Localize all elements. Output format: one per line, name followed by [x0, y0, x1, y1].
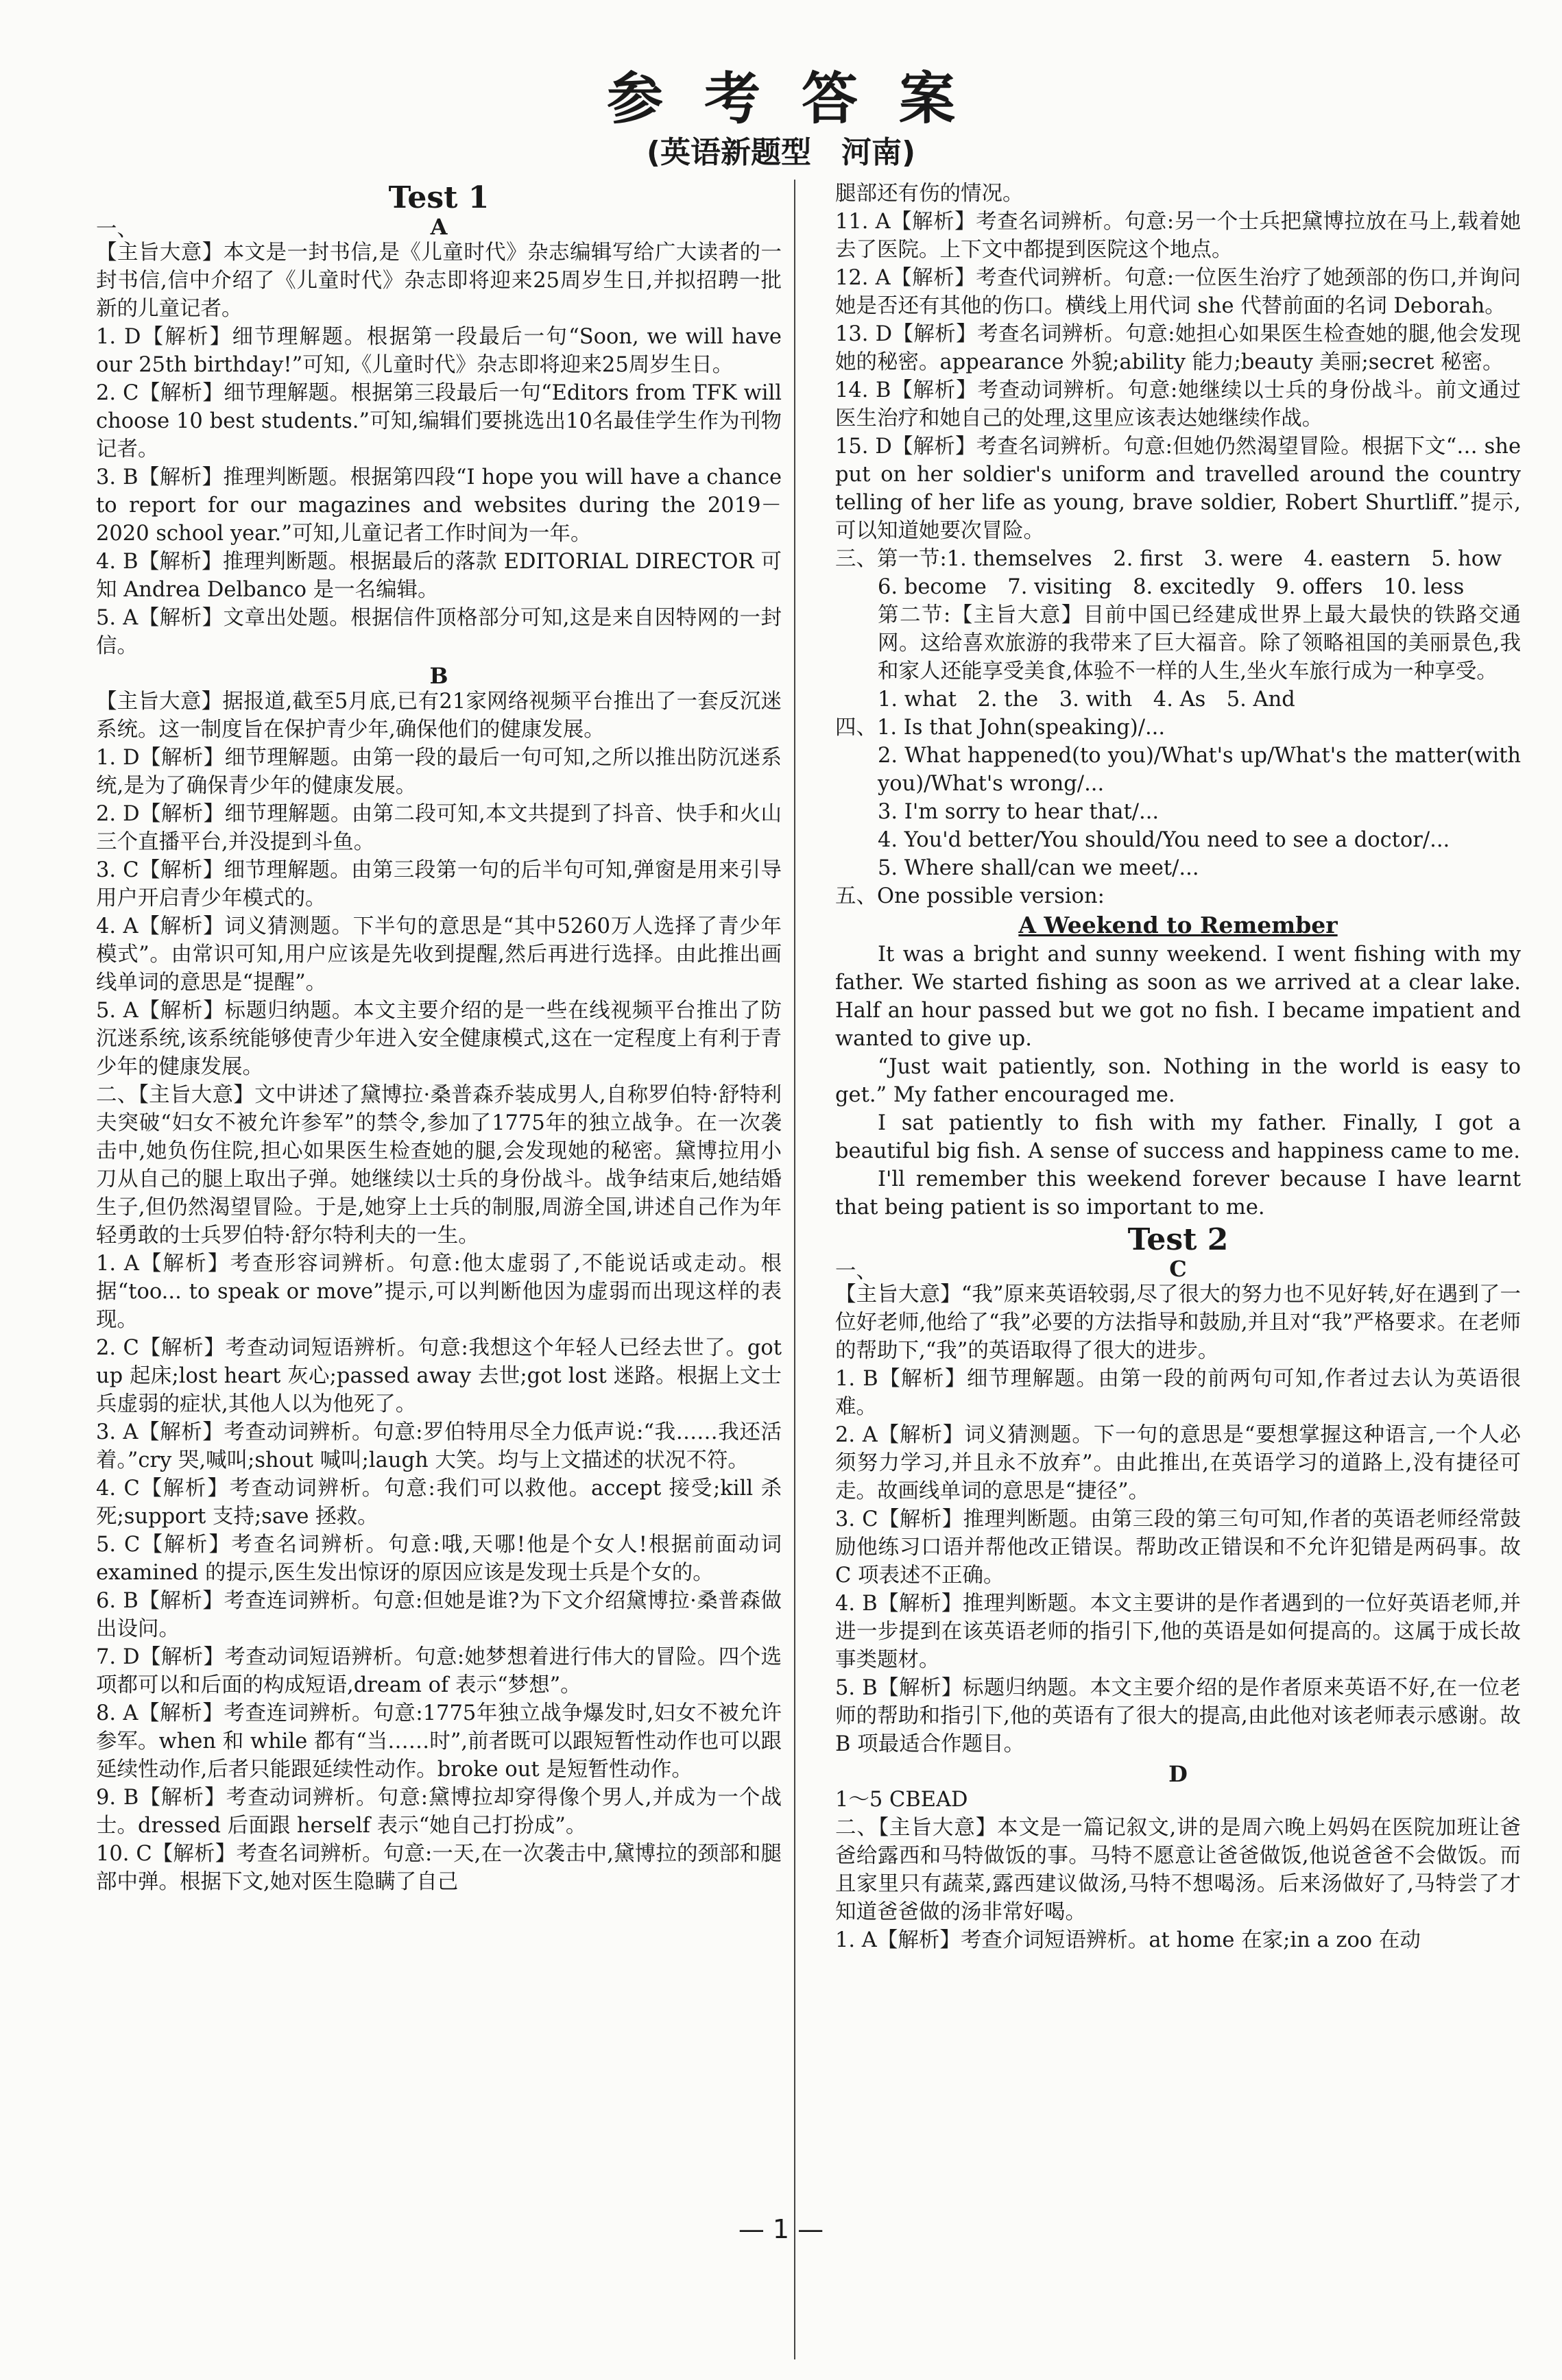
- answer-line: 6. become 7. visiting 8. excitedly 9. offers 10. less: [878, 575, 1465, 599]
- answer-line: 【主旨大意】据报道,截至5月底,已有21家网络视频平台推出了一套反沉迷系统。这一制度旨在保护青少年,确保他们的健康发展。: [96, 690, 782, 742]
- test2-heading: Test 2: [1127, 1222, 1229, 1257]
- page-title: 参考答案: [606, 66, 996, 132]
- answer-line: 3. B【解析】推理判断题。根据第四段“I hope you will have a chance to report for our magazines and websites during the 2019－2020 school year.”可知,儿童记者工作时间为一年。: [96, 465, 782, 546]
- test1-heading: Test 1: [388, 180, 490, 215]
- right-column: [835, 180, 1521, 2380]
- answer-line: 1. A【解析】考查介词短语辨析。at home 在家;in a zoo 在动: [835, 1928, 1421, 1952]
- answer-line: 2. D【解析】细节理解题。由第二段可知,本文共提到了抖音、快手和火山三个直播平台,并没提到斗鱼。: [96, 802, 782, 854]
- answer-line: 11. A【解析】考查名词辨析。句意:另一个士兵把黛博拉放在马上,载着她去了医院。上下文中都提到医院这个地点。: [835, 210, 1521, 262]
- answer-line: 8. A【解析】考查连词辨析。句意:1775年独立战争爆发时,妇女不被允许参军。when 和 while 都有“当……时”,前者既可以跟短暂性动作也可以跟延续性动作,后者只能跟延续性动作。broke out 是短暂性动作。: [96, 1701, 782, 1782]
- answer-line: 1. A【解析】考查形容词辨析。句意:他太虚弱了,不能说话或走动。根据“too... to speak or move”提示,可以判断他因为虚弱而出现这样的表现。: [96, 1252, 782, 1332]
- essay-paragraph: I'll remember this weekend forever because I have learnt that being patient is so important to me.: [835, 1167, 1521, 1219]
- answer-line: 4. You'd better/You should/You need to see a doctor/...: [878, 828, 1450, 852]
- answer-line: 4. A【解析】词义猜测题。下半句的意思是“其中5260万人选择了青少年模式”。由常识可知,用户应该是先收到提醒,然后再进行选择。由此推出画线单词的意思是“提醒”。: [96, 914, 782, 995]
- answer-line: 15. D【解析】考查名词辨析。句意:但她仍然渴望冒险。根据下文“… she put on her soldier's uniform and travelled around the country telling of her life as young, brave soldier, Robert Shurtliff.”提示,可以知道她要次冒险。: [835, 435, 1521, 543]
- answer-line: 二、【主旨大意】本文是一篇记叙文,讲的是周六晚上妈妈在医院加班让爸爸给露西和马特做饭的事。马特不愿意让爸爸做饭,他说爸爸不会做饭。而且家里只有蔬菜,露西建议做汤,马特不想喝汤。后来汤做好了,马特尝了才知道爸爸做的汤非常好喝。: [835, 1816, 1521, 1924]
- section-one-marker: 一、: [835, 1259, 877, 1283]
- answer-line: 5. A【解析】文章出处题。根据信件顶格部分可知,这是来自因特网的一封信。: [96, 606, 782, 658]
- answer-line: 1～5 CBEAD: [835, 1788, 968, 1812]
- answer-line: 4. B【解析】推理判断题。本文主要讲的是作者遇到的一位好英语老师,并进一步提到在该英语老师的指引下,他的英语是如何提高的。这属于成长故事类题材。: [835, 1592, 1521, 1672]
- section-one-marker: 一、: [96, 217, 138, 241]
- answer-line: 二、【主旨大意】文中讲述了黛博拉·桑普森乔装成男人,自称罗伯特·舒特利夫突破“妇女不被允许参军”的禁令,参加了1775年的独立战争。在一次袭击中,她负伤住院,担心如果医生检查她的腿,会发现她的秘密。黛博拉用小刀从自己的腿上取出子弹。她继续以士兵的身份战斗。战争结束后,她结婚生子,但仍然渴望冒险。于是,她穿上士兵的制服,周游全国,讲述自己作为年轻勇敢的士兵罗伯特·舒尔特利夫的一生。: [96, 1083, 782, 1248]
- passage-d-label: D: [1168, 1761, 1188, 1787]
- page-subtitle: (英语新题型 河南): [646, 135, 916, 170]
- answer-line: 1. D【解析】细节理解题。根据第一段最后一句“Soon, we will have our 25th birthday!”可知,《儿童时代》杂志即将迎来25周岁生日。: [96, 325, 782, 377]
- page-number: — 1 —: [738, 2214, 824, 2244]
- answer-line: 【主旨大意】本文是一封书信,是《儿童时代》杂志编辑写给广大读者的一封书信,信中介绍了《儿童时代》杂志即将迎来25周岁生日,并拟招聘一批新的儿童记者。: [96, 241, 782, 321]
- answer-line: 1. what 2. the 3. with 4. As 5. And: [878, 688, 1295, 712]
- answer-line: 三、第一节:1. themselves 2. first 3. were 4. eastern 5. how: [835, 547, 1502, 571]
- answer-line: 5. B【解析】标题归纳题。本文主要介绍的是作者原来英语不好,在一位老师的帮助和指引下,他的英语有了很大的提高,由此他对该老师表示感谢。故 B 项最适合作题目。: [835, 1676, 1521, 1756]
- answer-line: 3. C【解析】推理判断题。由第三段的第三句可知,作者的英语老师经常鼓励他练习口语并帮他改正错误。帮助改正错误和不允许犯错是两码事。故 C 项表述不正确。: [835, 1507, 1521, 1588]
- column-divider: [794, 180, 795, 2359]
- answer-line: 5. A【解析】标题归纳题。本文主要介绍的是一些在线视频平台推出了防沉迷系统,该系统能够使青少年进入安全健康模式,这在一定程度上有利于青少年的健康发展。: [96, 999, 782, 1079]
- answer-line: 6. B【解析】考查连词辨析。句意:但她是谁?为下文介绍黛博拉·桑普森做出设问。: [96, 1589, 782, 1641]
- answer-line: 腿部还有伤的情况。: [835, 182, 1024, 206]
- answer-line: 3. C【解析】细节理解题。由第三段第一句的后半句可知,弹窗是用来引导用户开启青少年模式的。: [96, 858, 782, 910]
- answer-line: 四、1. Is that John(speaking)/...: [835, 716, 1166, 740]
- answer-line: 2. C【解析】细节理解题。根据第三段最后一句“Editors from TFK will choose 10 best students.”可知,编辑们要挑选出10名最佳学生作为刊物记者。: [96, 381, 782, 461]
- essay-title: A Weekend to Remember: [1018, 912, 1338, 938]
- answer-line: 1. D【解析】细节理解题。由第一段的最后一句可知,之所以推出防沉迷系统,是为了确保青少年的健康发展。: [96, 746, 782, 798]
- answer-line: 第二节:【主旨大意】目前中国已经建成世界上最大最快的铁路交通网。这给喜欢旅游的我带来了巨大福音。除了领略祖国的美丽景色,我和家人还能享受美食,体验不一样的人生,坐火车旅行成为一种享受。: [878, 603, 1521, 683]
- answer-line: 【主旨大意】“我”原来英语较弱,尽了很大的努力也不见好转,好在遇到了一位好老师,他给了“我”必要的方法指导和鼓励,并且对“我”严格要求。在老师的帮助下,“我”的英语取得了很大的进步。: [835, 1283, 1521, 1363]
- answer-line: 9. B【解析】考查动词辨析。句意:黛博拉却穿得像个男人,并成为一个战士。dressed 后面跟 herself 表示“她自己打扮成”。: [96, 1786, 782, 1838]
- answer-line: 3. I'm sorry to hear that/...: [878, 800, 1160, 824]
- answer-line: 12. A【解析】考查代词辨析。句意:一位医生治疗了她颈部的伤口,并询问她是否还有其他的伤口。横线上用代词 she 代替前面的名词 Deborah。: [835, 266, 1521, 318]
- answer-line: 14. B【解析】考查动词辨析。句意:她继续以士兵的身份战斗。前文通过医生治疗和她自己的处理,这里应该表达她继续作战。: [835, 378, 1521, 430]
- left-column: [96, 180, 782, 2380]
- answer-line: 1. B【解析】细节理解题。由第一段的前两句可知,作者过去认为英语很难。: [835, 1367, 1521, 1419]
- answer-line: 4. B【解析】推理判断题。根据最后的落款 EDITORIAL DIRECTOR 可知 Andrea Delbanco 是一名编辑。: [96, 550, 782, 602]
- answer-line: 5. C【解析】考查名词辨析。句意:哦,天哪!他是个女人!根据前面动词 examined 的提示,医生发出惊讶的原因应该是发现士兵是个女的。: [96, 1533, 782, 1585]
- answer-line: 13. D【解析】考查名词辨析。句意:她担心如果医生检查她的腿,他会发现她的秘密。appearance 外貌;ability 能力;beauty 美丽;secret 秘密。: [835, 322, 1521, 374]
- answer-line: 3. A【解析】考查动词辨析。句意:罗伯特用尽全力低声说:“我……我还活着。”cry 哭,喊叫;shout 喊叫;laugh 大笑。均与上文描述的状况不符。: [96, 1420, 782, 1472]
- answer-line: 5. Where shall/can we meet/...: [878, 856, 1199, 880]
- passage-b-label: B: [429, 663, 448, 689]
- answer-line: 2. A【解析】词义猜测题。下一句的意思是“要想掌握这种语言,一个人必须努力学习,并且永不放弃”。由此推出,在英语学习的道路上,没有捷径可走。故画线单词的意思是“捷径”。: [835, 1423, 1521, 1503]
- answer-line: 4. C【解析】考查动词辨析。句意:我们可以救他。accept 接受;kill 杀死;support 支持;save 拯救。: [96, 1477, 782, 1529]
- essay-paragraph: It was a bright and sunny weekend. I went fishing with my father. We started fishing as soon as we arrived at a clear lake. Half an hour passed but we got no fish. I became impatient and wanted to give up.: [835, 943, 1521, 1051]
- answer-line: 7. D【解析】考查动词短语辨析。句意:她梦想着进行伟大的冒险。四个选项都可以和后面的构成短语,dream of 表示“梦想”。: [96, 1645, 782, 1697]
- essay-paragraph: “Just wait patiently, son. Nothing in the world is easy to get.” My father encouraged me.: [835, 1055, 1521, 1107]
- answer-line: 10. C【解析】考查名词辨析。句意:一天,在一次袭击中,黛博拉的颈部和腿部中弹。根据下文,她对医生隐瞒了自己: [96, 1842, 782, 1894]
- answer-line: 2. C【解析】考查动词短语辨析。句意:我想这个年轻人已经去世了。got up 起床;lost heart 灰心;passed away 去世;got lost 迷路。根据上文士兵虚弱的症状,其他人以为他死了。: [96, 1336, 782, 1416]
- passage-c-label: C: [1169, 1256, 1187, 1282]
- essay-paragraph: I sat patiently to fish with my father. Finally, I got a beautiful big fish. A sense of success and happiness came to me.: [835, 1111, 1521, 1163]
- answer-line: 2. What happened(to you)/What's up/What's the matter(with you)/What's wrong/...: [878, 744, 1521, 796]
- answer-line: 五、One possible version:: [835, 884, 1105, 908]
- passage-a-label: A: [430, 214, 448, 240]
